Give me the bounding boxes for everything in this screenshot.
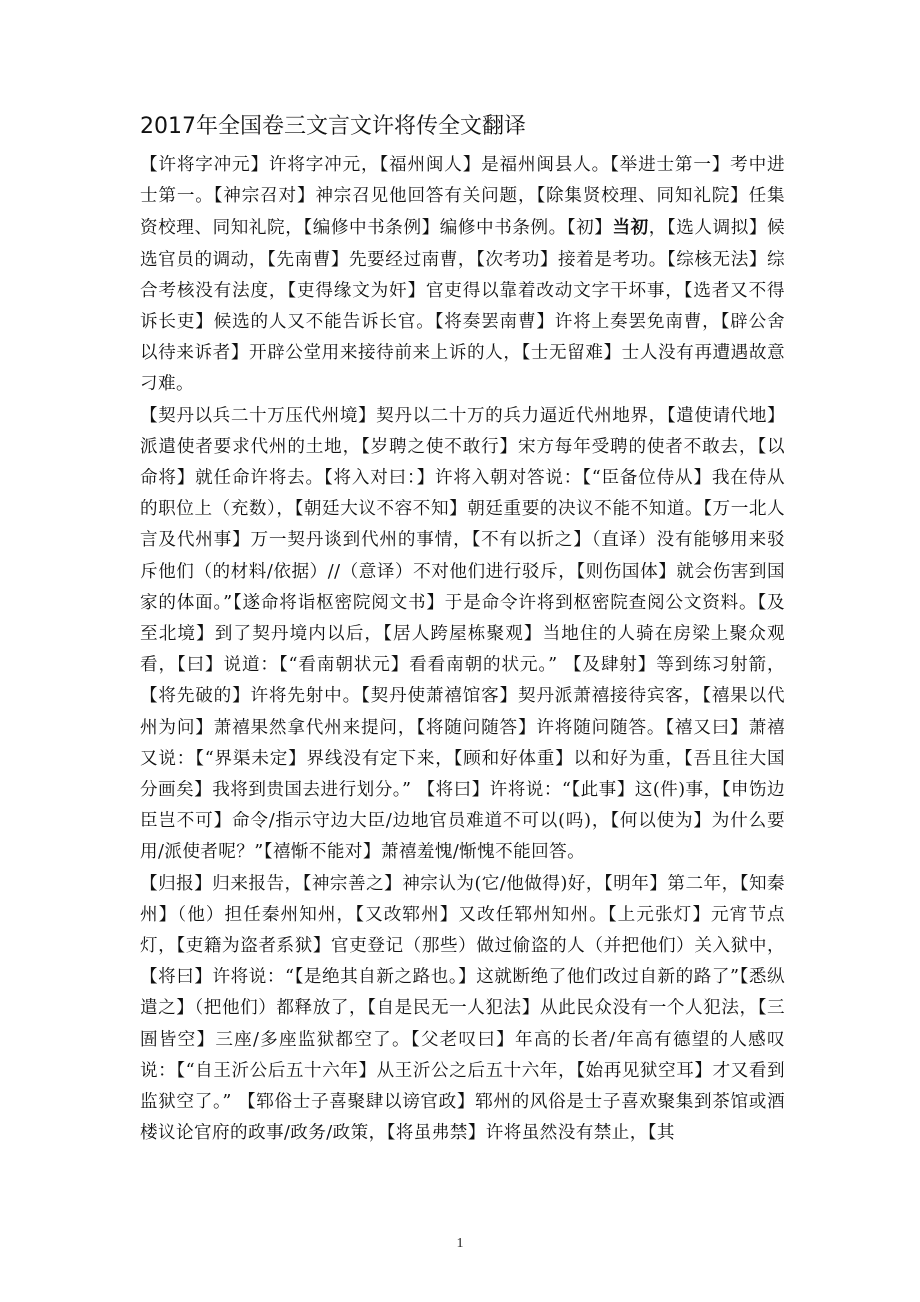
document-page <box>140 106 785 1150</box>
text-run: ，【选人调拟】候选官员的调动，【先南曹】先要经过南曹，【次考功】接着是考功。【综核无法】综合考核没有法度，【吏得缘文为奸】官吏得以靠着改动文字干坏事，【选者又不得诉长吏】候选的人又不能告诉长官。【将奏罢南曹】许将上奏罢免南曹，【辟公舍以待来诉者】开辟公堂用来接待前来上诉的人，【士无留难】士人没有再遭遇故意刁难。 <box>140 218 786 395</box>
page-number: 1 <box>456 1236 464 1251</box>
document-body <box>140 150 785 1150</box>
bold-text: 当初 <box>612 217 649 239</box>
paragraph <box>140 401 785 869</box>
paragraph <box>140 869 785 1150</box>
paragraph <box>140 150 785 401</box>
text-run: 【许将字冲元】许将字冲元，【福州闽人】是福州闽县人。【举进士第一】考中进士第一。【神宗召对】神宗召见他回答有关问题，【除集贤校理、同知礼院】任集资校理、同知礼院，【编修中书条例】编修中书条例。【初】 <box>140 155 785 239</box>
text-run: 【归报】归来报告，【神宗善之】神宗认为(它/他做得)好，【明年】第二年，【知秦州】（他）担任秦州知州，【又改郓州】又改任郓州知州。【上元张灯】元宵节点灯，【吏籍为盗者系狱】官吏登记（那些）做过偷盗的人（并把他们）关入狱中，【将曰】许将说：“【是绝其自新之路也。】这就断绝了他们改过自新的路了”【悉纵遣之】（把他们）都释放了，【自是民无一人犯法】从此民众没有一个人犯法，【三圄皆空】三座/多座监狱都空了。【父老叹曰】年高的长者/年高有德望的人感叹说：【“自王沂公后五十六年】从王沂公之后五十六年，【始再见狱空耳】才又看到监狱空了。” 【郓俗士子喜聚肆以谤官政】郓州的风俗是士子喜欢聚集到茶馆或酒楼议论官府的政事/政务/政策，【将虽弗禁】许将虽然没有禁止，【其 <box>140 873 785 1144</box>
text-run: 【契丹以兵二十万压代州境】契丹以二十万的兵力逼近代州地界，【遣使请代地】派遣使者要求代州的土地，【岁聘之使不敢行】宋方每年受聘的使者不敢去，【以命将】就任命许将去。【将入对曰：】许将入朝对答说：【“臣备位侍从】我在侍从的职位上（充数），【朝廷大议不容不知】朝廷重要的决议不能不知道。【万一北人言及代州事】万一契丹谈到代州的事情，【不有以折之】（直译）没有能够用来驳斥他们（的材料/依据）//（意译）不对他们进行驳斥，【则伤国体】就会伤害到国家的体面。”【遂命将诣枢密院阅文书】于是命令许将到枢密院查阅公文资料。【及至北境】到了契丹境内以后，【居人跨屋栋聚观】当地住的人骑在房梁上聚众观看，【曰】说道：【“看南朝状元】看看南朝的状元。” 【及肆射】等到练习射箭，【将先破的】许将先射中。【契丹使萧禧馆客】契丹派萧禧接待宾客，【禧果以代州为问】萧禧果然拿代州来提问，【将随问随答】许将随问随答。【禧又曰】萧禧又说：【“界渠未定】界线没有定下来，【顾和好体重】以和好为重，【吾且往大国分画矣】我将到贵国去进行划分。” 【将曰】许将说：“【此事】这(件)事，【申饬边臣岂不可】命令/指示守边大臣/边地官员难道不可以(吗)，【何以使为】为什么要用/派使者呢？”【禧惭不能对】萧禧羞愧/惭愧不能回答。 <box>140 405 785 863</box>
document-title: 2017年全国卷三文言文许将传全文翻译 <box>140 114 526 139</box>
